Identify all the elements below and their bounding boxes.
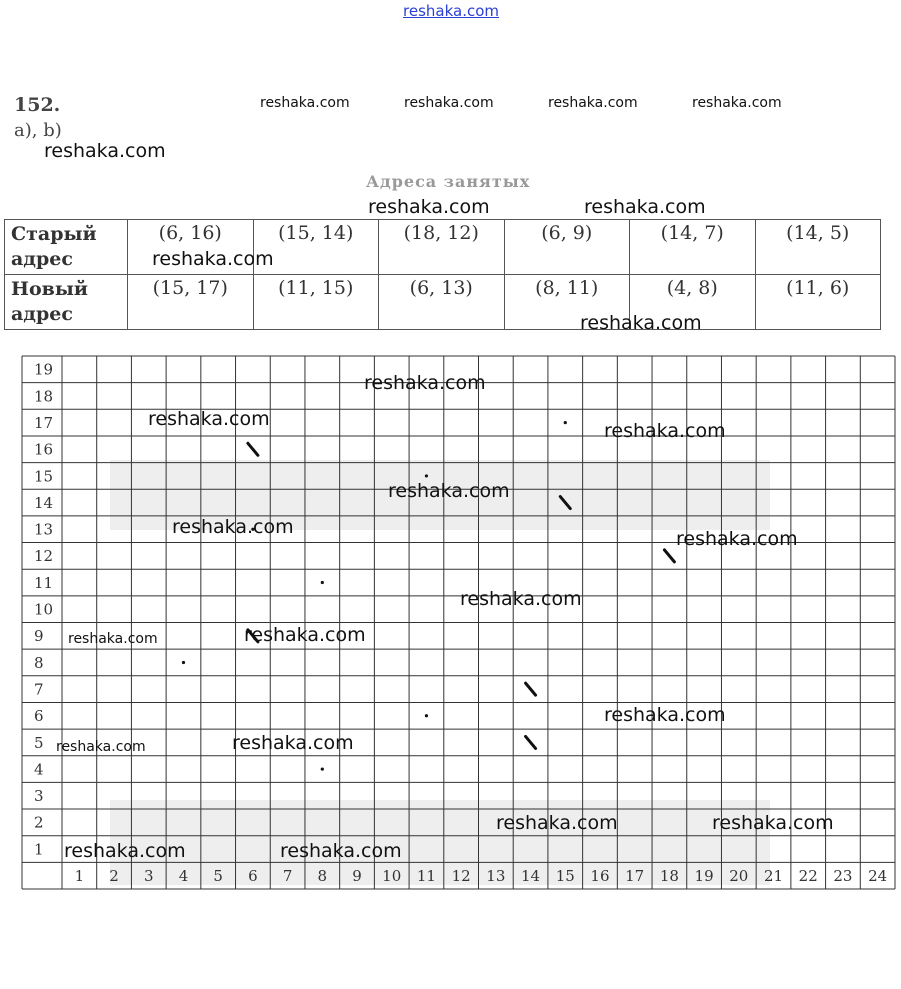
seat-mark-new xyxy=(425,474,428,477)
table-caption: Адреса занятых xyxy=(366,172,531,191)
watermark: reshaka.com xyxy=(604,704,726,726)
watermark: reshaka.com xyxy=(712,812,834,834)
row-label: 11 xyxy=(34,573,54,592)
row-label: 10 xyxy=(34,600,54,619)
table-cell: (14, 5) xyxy=(755,220,881,275)
watermark: reshaka.com xyxy=(148,408,270,430)
table-cell: (6, 16) xyxy=(128,220,254,275)
column-label: 19 xyxy=(694,867,714,885)
watermark: reshaka.com xyxy=(64,840,186,862)
row-label: 19 xyxy=(34,360,54,379)
row-label: 5 xyxy=(34,733,44,752)
site-link[interactable]: reshaka.com xyxy=(403,2,499,20)
seat-mark-new xyxy=(425,714,428,717)
watermark: reshaka.com xyxy=(368,196,490,218)
row-label: 9 xyxy=(34,627,44,646)
column-label: 13 xyxy=(486,867,506,885)
column-label: 9 xyxy=(352,867,362,885)
watermark: reshaka.com xyxy=(584,196,706,218)
watermark: reshaka.com xyxy=(152,248,274,270)
row-label: 6 xyxy=(34,707,44,726)
row-label: 13 xyxy=(34,520,54,539)
row-label: 2 xyxy=(34,813,44,832)
row-label: 7 xyxy=(34,680,44,699)
row-label: 17 xyxy=(34,413,54,432)
table-cell: (15, 14) xyxy=(253,220,379,275)
problem-number: 152. xyxy=(14,94,61,116)
table-cell: (18, 12) xyxy=(379,220,505,275)
watermark: reshaka.com xyxy=(364,372,486,394)
watermark: reshaka.com xyxy=(68,631,158,647)
column-label: 20 xyxy=(729,867,749,885)
column-label: 8 xyxy=(317,867,328,885)
watermark: reshaka.com xyxy=(260,95,350,111)
watermark: reshaka.com xyxy=(692,95,782,111)
table-cell: (6, 13) xyxy=(379,275,505,330)
watermark: reshaka.com xyxy=(172,516,294,538)
watermark: reshaka.com xyxy=(388,480,510,502)
table-cell: (6, 9) xyxy=(504,220,630,275)
column-label: 17 xyxy=(625,867,645,885)
column-label: 22 xyxy=(798,867,818,885)
column-label: 11 xyxy=(416,867,436,885)
column-label: 18 xyxy=(659,867,679,885)
row-label: 14 xyxy=(34,493,54,512)
column-label: 4 xyxy=(178,867,189,885)
watermark: reshaka.com xyxy=(404,95,494,111)
row-label: 15 xyxy=(34,467,54,486)
watermark: reshaka.com xyxy=(548,95,638,111)
column-label: 3 xyxy=(143,867,154,885)
column-label: 16 xyxy=(590,867,610,885)
row-header-old: Старый адрес xyxy=(5,220,128,275)
watermark: reshaka.com xyxy=(244,624,366,646)
table-cell: (14, 7) xyxy=(630,220,756,275)
row-header-new: Новый адрес xyxy=(5,275,128,330)
seat-mark-new xyxy=(321,581,324,584)
column-label: 1 xyxy=(74,867,85,885)
column-label: 6 xyxy=(248,867,258,885)
seat-mark-new xyxy=(182,661,185,664)
watermark: reshaka.com xyxy=(232,732,354,754)
column-label: 10 xyxy=(382,867,402,885)
row-label: 16 xyxy=(34,440,54,459)
watermark: reshaka.com xyxy=(676,528,798,550)
table-cell: (8, 11) xyxy=(504,275,630,330)
watermark: reshaka.com xyxy=(44,140,166,162)
row-label: 12 xyxy=(34,547,54,566)
column-label: 15 xyxy=(555,867,575,885)
column-label: 14 xyxy=(521,867,541,885)
table-cell: (4, 8) xyxy=(630,275,756,330)
column-label: 5 xyxy=(213,867,223,885)
seat-mark-old xyxy=(526,736,536,748)
watermark: reshaka.com xyxy=(604,420,726,442)
row-label: 8 xyxy=(34,653,44,672)
watermark: reshaka.com xyxy=(580,312,702,334)
watermark: reshaka.com xyxy=(496,812,618,834)
table-cell: (15, 17) xyxy=(128,275,254,330)
table-cell: (11, 6) xyxy=(755,275,881,330)
row-label: 1 xyxy=(34,840,44,859)
column-label: 24 xyxy=(868,867,888,885)
row-label: 3 xyxy=(34,787,44,806)
watermark: reshaka.com xyxy=(460,588,582,610)
column-label: 23 xyxy=(833,867,853,885)
row-label: 18 xyxy=(34,387,54,406)
seat-mark-old xyxy=(248,443,258,455)
seat-mark-new xyxy=(564,421,567,424)
column-label: 7 xyxy=(282,867,293,885)
column-label: 12 xyxy=(451,867,471,885)
seat-mark-old xyxy=(664,550,674,562)
column-label: 21 xyxy=(763,867,784,885)
problem-parts: a), b) xyxy=(14,120,62,141)
table-cell: (11, 15) xyxy=(253,275,379,330)
watermark: reshaka.com xyxy=(280,840,402,862)
seat-mark-new xyxy=(321,767,324,770)
watermark: reshaka.com xyxy=(56,739,146,755)
column-label: 2 xyxy=(109,867,119,885)
seat-mark-old xyxy=(526,683,536,695)
row-label: 4 xyxy=(34,760,44,779)
